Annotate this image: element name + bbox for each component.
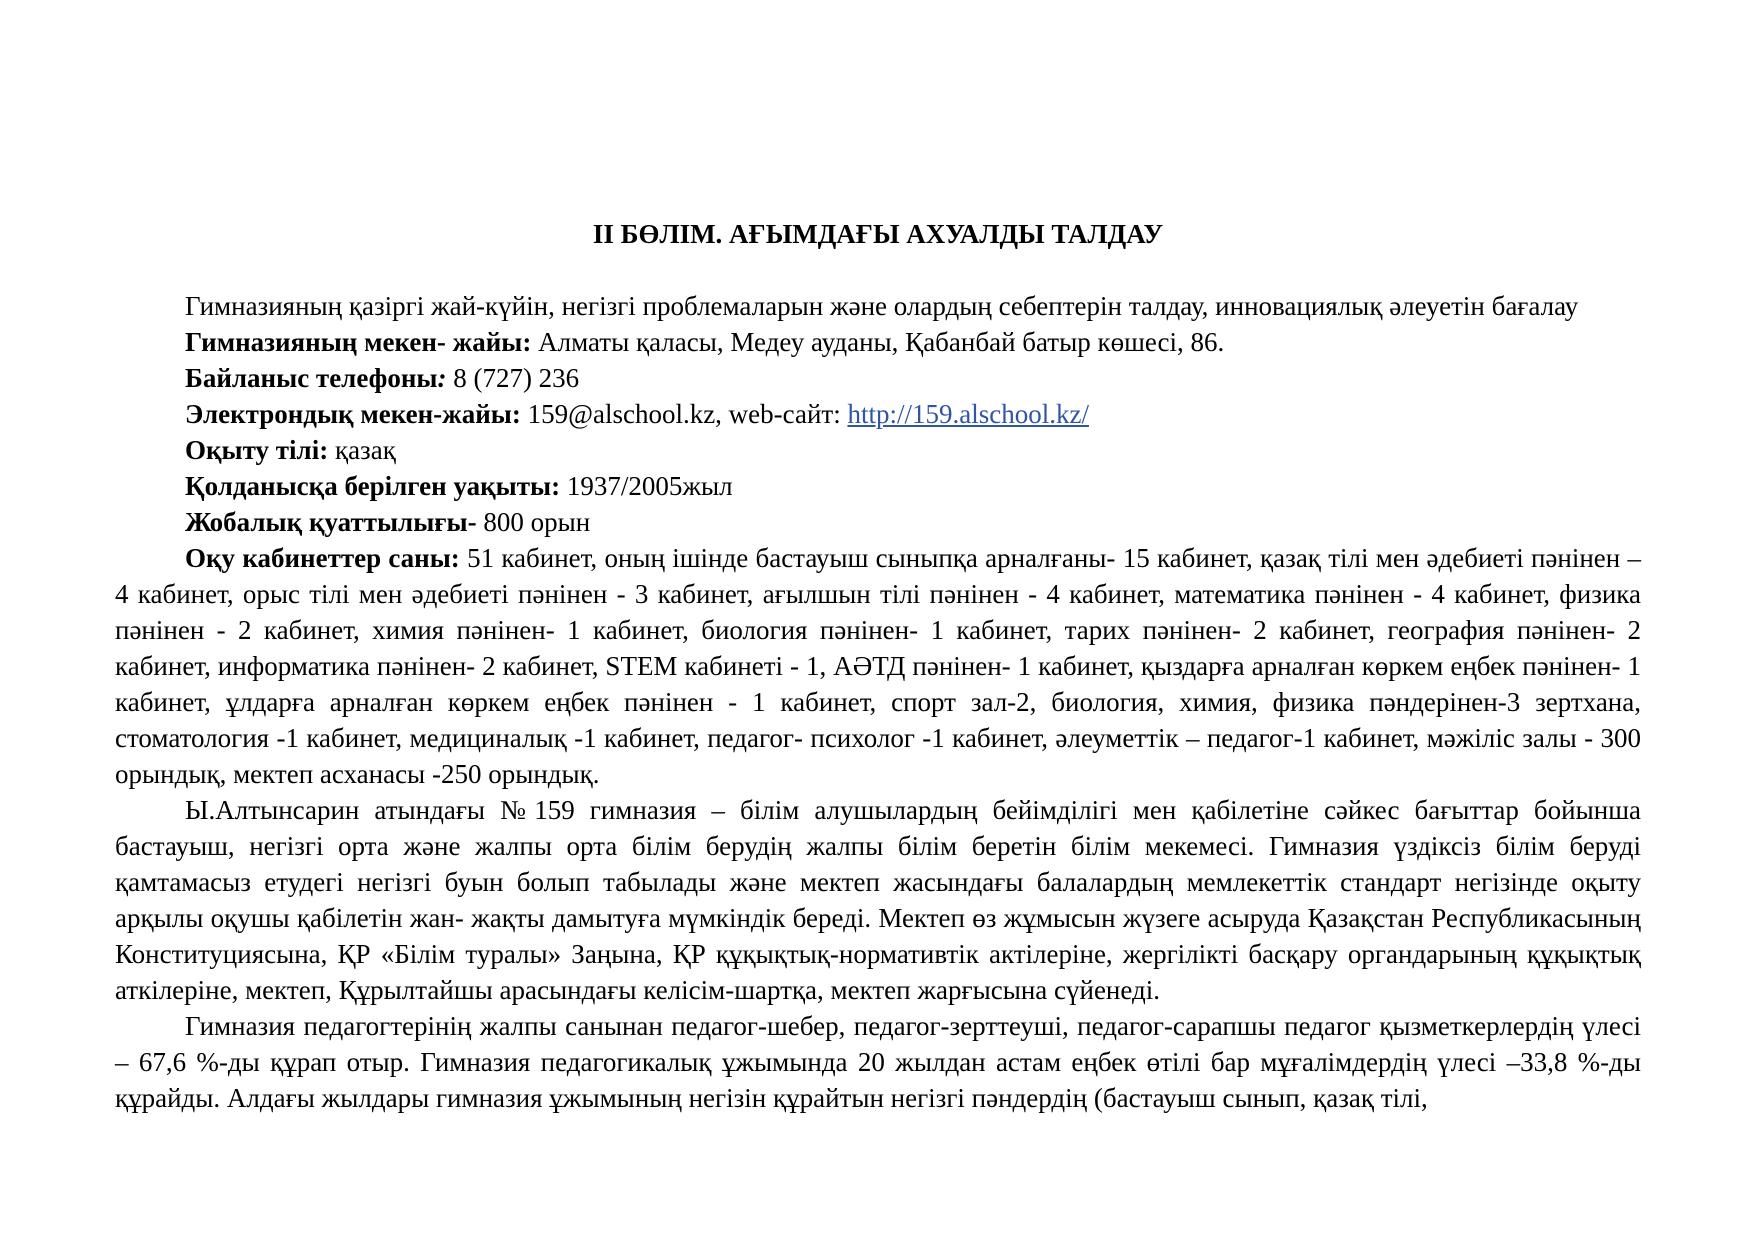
phone-line-text: 8 (727) 236 [446,363,580,393]
intro-paragraph-text: Гимназияның қазіргі жай-күйін, негізгі проблемаларын және олардың себептерін талдау, инновациялық әлеуетін бағалау [185,291,1579,321]
language-line-text: Оқыту тілі: [185,435,329,465]
capacity-line-text: Жобалық қуаттылығы- [185,507,477,537]
commissioned-line-text: 1937/2005жыл [560,471,733,501]
email-line-text: Электрондық мекен-жайы: [185,399,521,429]
phone-line [115,360,1641,396]
capacity-line-text: 800 орын [476,507,591,537]
capacity-line [115,504,1641,540]
address-line [115,324,1641,360]
address-line-text: Алматы қаласы, Медеу ауданы, Қабанбай батыр көшесі, 86. [531,327,1225,357]
document-body [115,288,1641,1116]
commissioned-line-text: Қолданысқа берілген уақыты: [185,471,561,501]
school-description-paragraph [115,792,1641,1008]
document-title: ІІ БӨЛІМ. АҒЫМДАҒЫ АХУАЛДЫ ТАЛДАУ [592,219,1164,249]
classrooms-paragraph-text: Оқу кабинеттер саны: [185,543,460,573]
language-line [115,432,1641,468]
staff-paragraph-text: Гимназия педагогтерінің жалпы санынан педагог-шебер, педагог-зерттеуші, педагог-сарапшы педагог қызметкерлердің үлесі – 67,6 %-ды құрап отыр. Гимназия педагогикалық ұжымында 20 жылдан астам еңбек өтілі бар мұғалімдердің үлесі –33,8 %-ды құрайды. Алдағы жылдары гимназия ұжымының негізін құрайтын негізгі пәндердің (бастауыш сынып, қазақ тілі, [115,1011,1641,1113]
staff-paragraph [115,1008,1641,1116]
address-line-text: Гимназияның мекен- жайы: [185,327,532,357]
school-description-paragraph-text: Ы.Алтынсарин атындағы №159 гимназия – білім алушылардың бейімділігі мен қабілетіне сәйкес бағыттар бойынша бастауыш, негізгі орта және жалпы орта білім берудің жалпы білім беретін білім мекемесі. Гимназия үздіксіз білім беруді қамтамасыз етудегі негізгі буын болып табылады және мектеп жасындағы балалардың мемлекеттік стандарт негізінде оқыту арқылы оқушы қабілетін жан- жақты дамытуға мүмкіндік береді. Мектеп өз жұмысын жүзеге асыруда Қазақстан Республикасының Конституциясына, ҚР «Білім туралы» Заңына, ҚР құқықтық-нормативтік актілеріне, жергілікті басқару органдарының құқықтық аткілеріне, мектеп, Құрылтайшы арасындағы келісім-шартқа, мектеп жарғысына сүйенеді. [115,795,1641,1005]
commissioned-line [115,468,1641,504]
classrooms-paragraph [115,540,1641,792]
email-line-text: 159@alschool.kz, web-сайт: [520,399,848,429]
language-line-text: қазақ [328,435,396,465]
website-link[interactable]: http://159.alschool.kz/ [847,399,1089,429]
phone-line-text: Байланыс телефоны [185,363,438,393]
intro-paragraph [115,288,1641,324]
classrooms-paragraph-text: 51 кабинет, оның ішінде бастауыш сыныпқа арналғаны- 15 кабинет, қазақ тілі мен әдебиеті пәнінен – 4 кабинет, орыс тілі мен әдебиеті пәнінен - 3 кабинет, ағылшын тілі пәнінен - 4 кабинет, математика пәнінен - 4 кабинет, физика пәнінен - 2 кабинет, химия пәнінен- 1 кабинет, биология пәнінен- 1 кабинет, тарих пәнінен- 2 кабинет, география пәнінен- 2 кабинет, информатика пәнінен- 2 кабинет, STEM кабинеті - 1, АӘТД пәнінен- 1 кабинет, қыздарға арналған көркем еңбек пәнінен- 1 кабинет, ұлдарға арналған көркем еңбек пәнінен - 1 кабинет, спорт зал-2, биология, химия, физика пәндерінен-3 зертхана, стоматология -1 кабинет, медициналық -1 кабинет, педагог- психолог -1 кабинет, әлеуметтік – педагог-1 кабинет, мәжіліс залы - 300 орындық, мектеп асханасы -250 орындық. [115,543,1641,789]
phone-line-text: : [437,363,447,393]
email-line [115,396,1641,432]
